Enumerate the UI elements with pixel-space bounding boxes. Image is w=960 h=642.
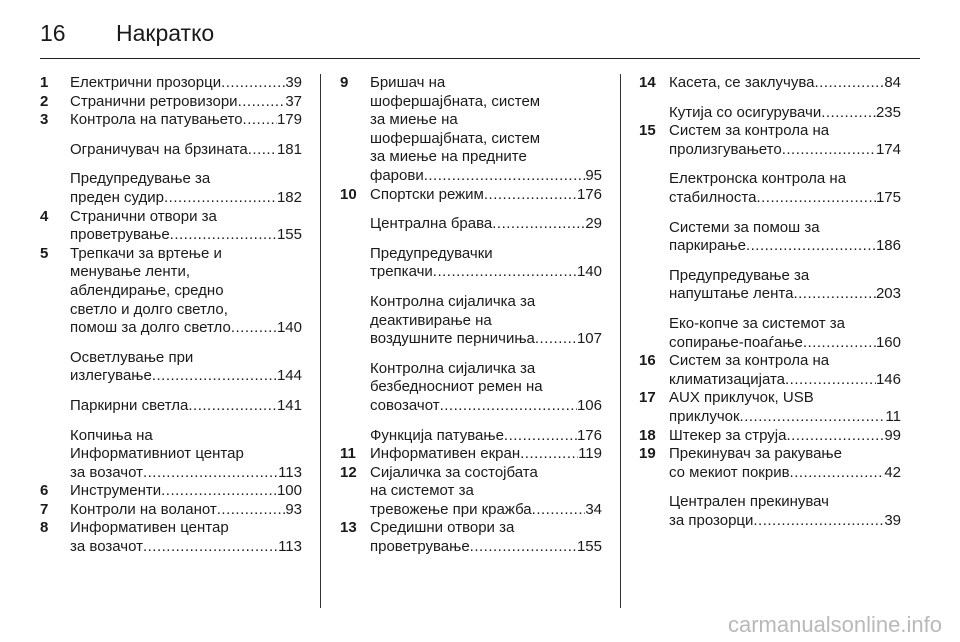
toc-entry[interactable] bbox=[40, 93, 302, 112]
page-number: 16 bbox=[40, 20, 66, 46]
dot-leader bbox=[484, 186, 577, 205]
entry-text: климатизацијата bbox=[669, 370, 786, 388]
entry-text: пролизгувањето bbox=[669, 140, 782, 158]
dot-leader bbox=[248, 141, 277, 160]
entry-text: Информативен екран bbox=[370, 445, 521, 463]
dot-leader bbox=[217, 501, 286, 520]
toc-entry[interactable] bbox=[639, 493, 901, 530]
entry-text: Функција патување bbox=[370, 426, 504, 444]
page-ref-link[interactable]: 182 bbox=[276, 188, 302, 206]
page-ref-link[interactable]: 93 bbox=[285, 500, 302, 518]
dot-leader bbox=[143, 464, 278, 483]
page-ref-link[interactable]: 175 bbox=[875, 188, 901, 206]
toc-entry[interactable] bbox=[340, 186, 602, 205]
entry-text: Осветлување при bbox=[70, 348, 194, 366]
entry-text: Странични ретровизори bbox=[70, 92, 238, 110]
dot-leader bbox=[753, 512, 884, 531]
toc-entry[interactable] bbox=[639, 104, 901, 123]
entry-text: Трепкачи за вртење и bbox=[70, 244, 222, 262]
dot-leader bbox=[433, 263, 577, 282]
dot-leader bbox=[470, 538, 577, 557]
toc-entry[interactable] bbox=[40, 141, 302, 160]
toc-entry[interactable] bbox=[40, 501, 302, 520]
entry-text: паркирање bbox=[669, 237, 746, 255]
dot-leader bbox=[793, 285, 876, 304]
toc-entry[interactable] bbox=[40, 208, 302, 245]
entry-text: Систем за контрола на bbox=[669, 352, 830, 370]
page-ref-link[interactable]: 37 bbox=[285, 92, 302, 110]
page-ref-link[interactable]: 203 bbox=[875, 285, 901, 303]
entry-text: Контролна сијаличка за bbox=[370, 292, 536, 310]
dot-leader bbox=[161, 482, 277, 501]
dot-leader bbox=[504, 427, 577, 446]
entry-text: воздушните перничиња bbox=[370, 330, 535, 348]
dot-leader bbox=[492, 215, 585, 234]
dot-leader bbox=[821, 104, 876, 123]
dot-leader bbox=[188, 397, 277, 416]
dot-leader bbox=[535, 330, 577, 349]
entry-text: Бришач на bbox=[370, 74, 446, 91]
entry-text: Контрола на патувањето bbox=[70, 111, 243, 129]
toc-entry[interactable] bbox=[40, 170, 302, 207]
item-number: 3 bbox=[40, 111, 49, 129]
entry-text: совозачот bbox=[370, 396, 440, 414]
item-number: 6 bbox=[40, 482, 49, 500]
entry-text: Спортски режим bbox=[370, 185, 484, 203]
page-ref-link[interactable]: 140 bbox=[576, 263, 602, 281]
toc-entry[interactable] bbox=[639, 170, 901, 207]
dot-leader bbox=[238, 93, 286, 112]
toc-entry[interactable] bbox=[40, 397, 302, 416]
entry-text: сопирање-поаѓање bbox=[669, 333, 803, 351]
page-header bbox=[40, 14, 920, 54]
entry-text: Еко-копче за системот за bbox=[669, 314, 845, 332]
item-number: 4 bbox=[40, 207, 49, 225]
toc-entry[interactable] bbox=[639, 352, 901, 389]
dot-leader bbox=[520, 445, 578, 464]
page-ref-link[interactable]: 107 bbox=[576, 330, 602, 348]
toc-column-3 bbox=[639, 74, 901, 530]
toc-entry[interactable] bbox=[340, 245, 602, 282]
toc-entry[interactable] bbox=[40, 74, 302, 93]
column-divider bbox=[620, 74, 621, 608]
entry-text: трепкачи bbox=[370, 263, 433, 281]
entry-text: Електронска контрола на bbox=[669, 170, 847, 188]
item-number: 2 bbox=[40, 92, 49, 110]
toc-entry[interactable] bbox=[340, 215, 602, 234]
toc-entry[interactable] bbox=[639, 219, 901, 256]
entry-text: Средишни отвори за bbox=[370, 519, 515, 537]
page-ref-link[interactable]: 99 bbox=[884, 426, 901, 444]
page-ref-link[interactable]: 119 bbox=[578, 445, 602, 463]
entry-text: излегување bbox=[70, 367, 152, 385]
entry-text: помош за долго светло bbox=[70, 319, 231, 337]
page-ref-link[interactable]: 155 bbox=[276, 226, 302, 244]
entry-text: стабилноста bbox=[669, 188, 757, 206]
entry-text: Паркирни светла bbox=[70, 396, 189, 414]
page-ref-link[interactable]: 146 bbox=[875, 370, 901, 388]
page-ref-link[interactable]: 39 bbox=[884, 511, 901, 529]
toc-entry[interactable] bbox=[340, 360, 602, 416]
toc-entry[interactable] bbox=[40, 349, 302, 386]
page-ref-link[interactable]: 106 bbox=[576, 396, 602, 414]
toc-entry[interactable] bbox=[639, 315, 901, 352]
entry-text: напуштање лента bbox=[669, 285, 794, 303]
dot-leader bbox=[790, 464, 885, 483]
entry-text: со мекиот покрив bbox=[669, 463, 790, 481]
entry-text: тревожење при кражба bbox=[370, 500, 532, 518]
page-ref-link[interactable]: 160 bbox=[875, 333, 901, 351]
page-ref-link[interactable]: 140 bbox=[276, 319, 302, 337]
item-number: 10 bbox=[340, 185, 357, 203]
toc-entry[interactable] bbox=[340, 74, 602, 186]
dot-leader bbox=[231, 319, 277, 338]
page-ref-link[interactable]: 144 bbox=[276, 367, 302, 385]
entry-text: Централен прекинувач bbox=[669, 493, 829, 511]
entry-text: Прекинувач за ракување bbox=[669, 445, 842, 463]
dot-leader bbox=[170, 226, 277, 245]
dot-leader bbox=[814, 74, 884, 93]
page-ref-link[interactable]: 95 bbox=[585, 166, 602, 184]
toc-entry[interactable] bbox=[40, 245, 302, 338]
item-number: 16 bbox=[639, 352, 656, 370]
dot-leader bbox=[740, 408, 886, 427]
toc-entry[interactable] bbox=[639, 122, 901, 159]
toc-entry[interactable] bbox=[340, 293, 602, 349]
dot-leader bbox=[440, 397, 577, 416]
page-ref-link[interactable]: 113 bbox=[278, 463, 302, 481]
entry-text: Копчиња на bbox=[70, 426, 153, 444]
page-ref-link[interactable]: 235 bbox=[875, 103, 901, 121]
dot-leader bbox=[782, 141, 876, 160]
page-ref-link[interactable]: 29 bbox=[585, 215, 602, 233]
entry-text: фарови bbox=[370, 166, 424, 184]
entry-text: Инструменти bbox=[70, 482, 162, 500]
entry-text: Ограничувач на брзината bbox=[70, 140, 248, 158]
page-ref-link[interactable]: 42 bbox=[884, 463, 901, 481]
entry-text: проветрување bbox=[70, 226, 170, 244]
toc-entry[interactable] bbox=[340, 445, 602, 464]
entry-text: деактивирање на bbox=[370, 311, 492, 329]
entry-text: Системи за помош за bbox=[669, 218, 820, 236]
dot-leader bbox=[221, 74, 285, 93]
entry-text: за возачот bbox=[70, 463, 143, 481]
toc-entry[interactable] bbox=[639, 267, 901, 304]
toc-entry[interactable] bbox=[340, 519, 602, 556]
entry-text: Сијаличка за состојбата bbox=[370, 463, 538, 481]
toc-entry[interactable] bbox=[40, 111, 302, 130]
page-ref-link[interactable]: 181 bbox=[276, 140, 302, 158]
toc-entry[interactable] bbox=[639, 389, 901, 426]
entry-text: Штекер за струја bbox=[669, 426, 787, 444]
entry-text: приклучок bbox=[669, 407, 740, 425]
page-ref-link[interactable]: 113 bbox=[278, 538, 302, 556]
dot-leader bbox=[532, 501, 586, 520]
page-ref-link[interactable]: 34 bbox=[585, 500, 602, 518]
entry-text: светло и долго светло, bbox=[70, 300, 228, 318]
page-ref-link[interactable]: 100 bbox=[276, 482, 302, 500]
toc-entry[interactable] bbox=[639, 445, 901, 482]
toc-entry[interactable] bbox=[340, 427, 602, 446]
column-divider bbox=[320, 74, 321, 608]
entry-text: Систем за контрола на bbox=[669, 122, 830, 140]
entry-text: шофершајбната, систем bbox=[370, 129, 541, 147]
dot-leader bbox=[164, 189, 277, 208]
entry-text: Централна брава bbox=[370, 215, 493, 233]
item-number: 8 bbox=[40, 519, 49, 537]
item-number: 5 bbox=[40, 244, 49, 262]
entry-text: AUX приклучок, USB bbox=[669, 389, 814, 407]
entry-text: Електрични прозорци bbox=[70, 74, 222, 91]
page-ref-link[interactable]: 174 bbox=[875, 140, 901, 158]
entry-text: аблендирање, средно bbox=[70, 281, 224, 299]
item-number: 15 bbox=[639, 122, 656, 140]
entry-text: шофершајбната, систем bbox=[370, 92, 541, 110]
toc-entry[interactable] bbox=[40, 519, 302, 556]
entry-text: Контролна сијаличка за bbox=[370, 359, 536, 377]
toc-entry[interactable] bbox=[639, 427, 901, 446]
header-divider bbox=[40, 58, 920, 59]
entry-text: за миење на предните bbox=[370, 148, 527, 166]
page-title: Накратко bbox=[116, 20, 215, 46]
item-number: 19 bbox=[639, 445, 656, 463]
item-number: 13 bbox=[340, 519, 357, 537]
entry-text: Информативниот центар bbox=[70, 445, 244, 463]
entry-text: за возачот bbox=[70, 538, 143, 556]
page-ref-link[interactable]: 179 bbox=[276, 111, 302, 129]
dot-leader bbox=[143, 538, 278, 557]
entry-text: Странични отвори за bbox=[70, 207, 217, 225]
entry-text: преден судир bbox=[70, 188, 164, 206]
page-ref-link[interactable]: 176 bbox=[576, 426, 602, 444]
entry-text: Предупредување за bbox=[669, 266, 810, 284]
entry-text: на системот за bbox=[370, 482, 474, 500]
entry-text: Информативен центар bbox=[70, 519, 229, 537]
entry-text: за прозорци bbox=[669, 511, 754, 529]
page-ref-link[interactable]: 11 bbox=[885, 407, 901, 425]
dot-leader bbox=[803, 334, 876, 353]
toc-column-1 bbox=[40, 74, 302, 557]
entry-text: Касета, се заклучува bbox=[669, 74, 815, 91]
page-ref-link[interactable]: 155 bbox=[576, 538, 602, 556]
entry-text: Контроли на воланот bbox=[70, 500, 217, 518]
dot-leader bbox=[152, 367, 277, 386]
watermark: carmanualsonline.info bbox=[727, 612, 942, 637]
dot-leader bbox=[786, 427, 884, 446]
page-ref-link[interactable]: 84 bbox=[884, 74, 901, 91]
entry-text: Предупредувачки bbox=[370, 244, 493, 262]
item-number: 18 bbox=[639, 426, 656, 444]
item-number: 14 bbox=[639, 74, 656, 91]
page-ref-link[interactable]: 141 bbox=[276, 396, 302, 414]
dot-leader bbox=[424, 167, 586, 186]
item-number: 12 bbox=[340, 463, 357, 481]
toc-entry[interactable] bbox=[40, 482, 302, 501]
dot-leader bbox=[756, 189, 876, 208]
entry-text: менување ленти, bbox=[70, 263, 191, 281]
page-ref-link[interactable]: 39 bbox=[285, 74, 302, 91]
dot-leader bbox=[243, 111, 277, 130]
toc-column-2 bbox=[340, 74, 602, 557]
toc-entry[interactable] bbox=[639, 74, 901, 93]
page-ref-link[interactable]: 186 bbox=[875, 237, 901, 255]
item-number: 11 bbox=[340, 445, 356, 463]
page-ref-link[interactable]: 176 bbox=[576, 185, 602, 203]
item-number: 7 bbox=[40, 500, 49, 518]
entry-text: проветрување bbox=[370, 538, 470, 556]
dot-leader bbox=[746, 237, 876, 256]
item-number: 17 bbox=[639, 389, 656, 407]
entry-text: Кутија со осигурувачи bbox=[669, 103, 822, 121]
item-number: 1 bbox=[40, 74, 49, 91]
entry-text: Предупредување за bbox=[70, 170, 211, 188]
toc-entry[interactable] bbox=[40, 427, 302, 483]
entry-text: безбедносниот ремен на bbox=[370, 378, 543, 396]
toc-entry[interactable] bbox=[340, 464, 602, 520]
entry-text: за миење на bbox=[370, 111, 458, 129]
dot-leader bbox=[785, 371, 876, 390]
item-number: 9 bbox=[340, 74, 349, 91]
